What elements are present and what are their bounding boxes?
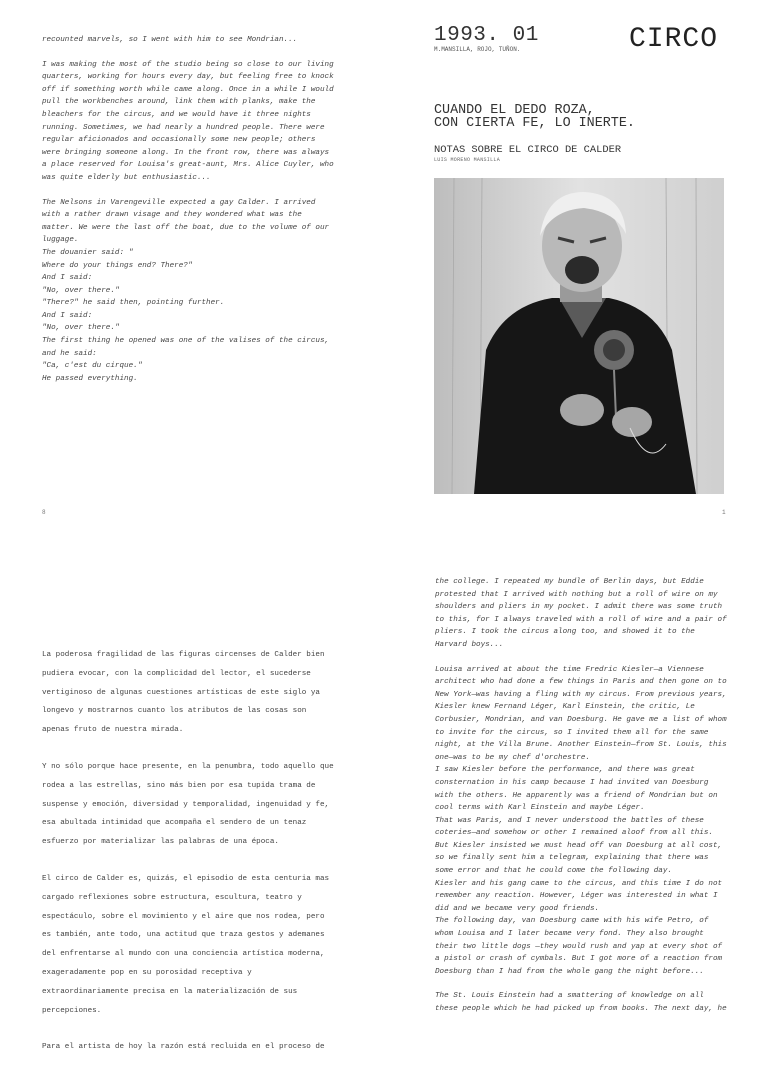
text-line: coteries—and somehow or other I remained aloof from all this. (435, 829, 713, 838)
text-line: to this, for I always traveled with a roll of wire and a pair of (435, 615, 727, 624)
left-essay-column (42, 646, 336, 1075)
right-page-number: 1 (722, 509, 726, 516)
text-line: a pistol or crash of cymbals. But I got more of a reaction from (435, 955, 723, 964)
text-line: protested that I arrived with nothing but a roll of wire on my (435, 590, 718, 599)
text-line: regular aficionados and occasionally some new people; others (42, 136, 316, 145)
issue-number: 1993. 01 (434, 24, 539, 47)
text-line: The douanier said: " (42, 248, 134, 257)
text-line: shoulders and pliers in my pocket. I admit there was some truth (435, 603, 723, 612)
text-line: apenas fruto de nuestra mirada. (42, 726, 184, 735)
paragraph (435, 664, 729, 979)
paragraph (42, 1038, 336, 1057)
text-line: esa abultada intimidad que acompaña el sendero de un tenaz (42, 819, 307, 828)
text-line: cool terms with Karl Einstein and maybe Léger. (435, 804, 645, 813)
text-line: percepciones. (42, 1006, 102, 1015)
magazine-title: CIRCO (629, 24, 719, 55)
text-line: "No, over there." (42, 286, 120, 295)
text-line: The first thing he opened was one of the valises of the circus, (42, 337, 330, 346)
text-line: I saw Kiesler before the performance, and there was great (435, 766, 695, 775)
text-line: pudiera evocar, con la complicidad del lector, el sucederse (42, 669, 311, 678)
photo-calder-portrait-icon (434, 178, 724, 494)
text-line: remember any reaction. However, Léger was interested in what I (435, 892, 718, 901)
text-line: Doesburg than I had from the whole gang the night before... (435, 967, 704, 976)
text-line: "Ca, c'est du cirque." (42, 362, 143, 371)
headline-line: CON CIERTA FE, LO INERTE. (434, 116, 635, 131)
text-line: these people which he had picked up from books. The next day, he (435, 1005, 727, 1013)
text-line: consternation in his camp because I had invited van Doesburg (435, 778, 709, 787)
paragraph (42, 646, 336, 740)
text-line: quarters, working for hours every day, but feeling free to knock (42, 73, 334, 82)
paragraph (42, 870, 336, 1020)
text-line: I was making the most of the studio being so close to our living (42, 60, 334, 69)
text-line: the college. I repeated my bundle of Berlin days, but Eddie (435, 578, 704, 586)
text-line: suspense y emoción, diversidad y temporalidad, ingenuidad y fe, (42, 800, 330, 809)
text-line: Para el artista de hoy la razón está recluida en el proceso de (42, 1043, 325, 1052)
text-line: were bringing someone along. In the front row, there was always (42, 148, 330, 157)
text-line: luggage. (42, 236, 79, 245)
text-line: longevo y mostrarnos cuanto los atributos de las cosas son (42, 707, 307, 716)
text-line: with the others. He apparently was a friend of Mondrian but on (435, 791, 718, 800)
text-line: And I said: (42, 274, 93, 283)
paragraph (42, 34, 336, 47)
article-headline (434, 104, 635, 130)
text-line: matter. We were the last off the boat, due to the volume of our (42, 223, 330, 232)
article-byline: LUIS MORENO MANSILLA (434, 157, 501, 163)
text-line: "No, over there." (42, 324, 120, 333)
paragraph (42, 758, 336, 852)
article-subtitle: NOTAS SOBRE EL CIRCO DE CALDER (434, 144, 622, 156)
text-line: Where do your things end? There?" (42, 261, 193, 270)
text-line: rodea a las estrellas, sino más bien por esa tupida trama de (42, 781, 316, 790)
text-line: to invite for the circus, so I invited them all for the same (435, 728, 709, 737)
text-line: whom Louisa and I later became very fond. They also brought (435, 930, 704, 939)
right-quote-column (435, 576, 729, 1016)
text-line: But Kiesler insisted we must head off van Doesburg at all cost, (435, 841, 723, 850)
text-line: es también, ante todo, una actitud que traza gestos y ademanes (42, 931, 325, 940)
text-line: their two little dogs —they would rush and yap at every shot of (435, 942, 723, 951)
text-line: He passed everything. (42, 374, 138, 383)
text-line: And I said: (42, 311, 93, 320)
text-line: pull the workbenches around, link them with planks, make the (42, 98, 316, 107)
text-line: esfuerzo por materializar las palabras de una época. (42, 838, 279, 847)
text-line: so we finally sent him a telegram, explaining that there was (435, 854, 709, 863)
paragraph (435, 576, 729, 652)
text-line: The St. Louis Einstein had a smattering of knowledge on all (435, 992, 704, 1001)
text-line: Corbusier, Mondrian, and van Doesburg. He gave me a list of whom (435, 715, 727, 724)
text-line: some error and that he could come the following day. (435, 867, 672, 876)
text-line: with a rather drawn visage and they wondered what was the (42, 211, 302, 220)
text-line: La poderosa fragilidad de las figuras circenses de Calder bien (42, 651, 325, 659)
text-line: "There?" he said then, pointing further. (42, 299, 225, 308)
text-line: running. Sometimes, we had nearly a hundred people. There were (42, 123, 325, 132)
headline-line: CUANDO EL DEDO ROZA, (434, 103, 595, 118)
text-line: exageradamente pop en su porosidad receptiva y (42, 968, 252, 977)
text-line: New York—was having a fling with my circus. From previous years, (435, 690, 727, 699)
text-line: The following day, van Doesburg came with his wife Petro, of (435, 917, 709, 926)
left-quote-column (42, 34, 336, 385)
text-line: architect who had done a few things in Paris and then gone on to (435, 678, 727, 687)
text-line: pliers. I took the circus along too, and showed it to the (435, 628, 695, 637)
text-line: espectáculo, sobre el movimiento y el aire que nos rodea, pero (42, 912, 325, 921)
text-line: was quite elderly but enthusiastic... (42, 173, 211, 182)
paragraph (42, 59, 336, 185)
text-line: recounted marvels, so I went with him to see Mondrian... (42, 36, 298, 44)
text-line: Kiesler and his gang came to the circus, and this time I do not (435, 879, 723, 888)
paragraph (435, 990, 729, 1015)
text-line: Y no sólo porque hace presente, en la penumbra, todo aquello que (42, 762, 334, 771)
text-line: vertiginoso de algunas cuestiones artísticas de este siglo ya (42, 688, 320, 697)
text-line: and he said: (42, 349, 97, 358)
text-line: a place reserved for Louisa's great-aunt, Mrs. Alice Cuyler, who (42, 161, 334, 170)
text-line: Kiesler knew Fernand Léger, Karl Einstein, the critic, Le (435, 703, 695, 712)
text-line: bleachers for the circus, and we would have it three nights (42, 110, 311, 119)
text-line: did and we became very good friends. (435, 904, 600, 913)
text-line: night, at the Villa Brune. Another Einstein—from St. Louis, this (435, 741, 727, 750)
left-page-number: 8 (42, 509, 46, 516)
text-line: Harvard boys... (435, 640, 504, 649)
text-line: cargado reflexiones sobre estructura, escultura, teatro y (42, 893, 302, 902)
paragraph (42, 197, 336, 386)
text-line: That was Paris, and I never understood the battles of these (435, 816, 704, 825)
text-line: off if something worth while came along. Once in a while I would (42, 85, 334, 94)
text-line: Louisa arrived at about the time Fredric Kiesler—a Viennese (435, 665, 704, 674)
text-line: one—was to be my chef d'orchestre. (435, 753, 590, 762)
authors-line: M.MANSILLA, ROJO, TUÑON. (434, 46, 521, 53)
text-line: extraordinariamente precisa en la materialización de sus (42, 987, 298, 996)
calder-photo (434, 178, 724, 494)
text-line: El circo de Calder es, quizás, el episodio de esta centuria mas (42, 874, 330, 883)
text-line: The Nelsons in Varengeville expected a gay Calder. I arrived (42, 198, 316, 207)
text-line: del enfrentarse al mundo con una conciencia artística moderna, (42, 950, 325, 959)
